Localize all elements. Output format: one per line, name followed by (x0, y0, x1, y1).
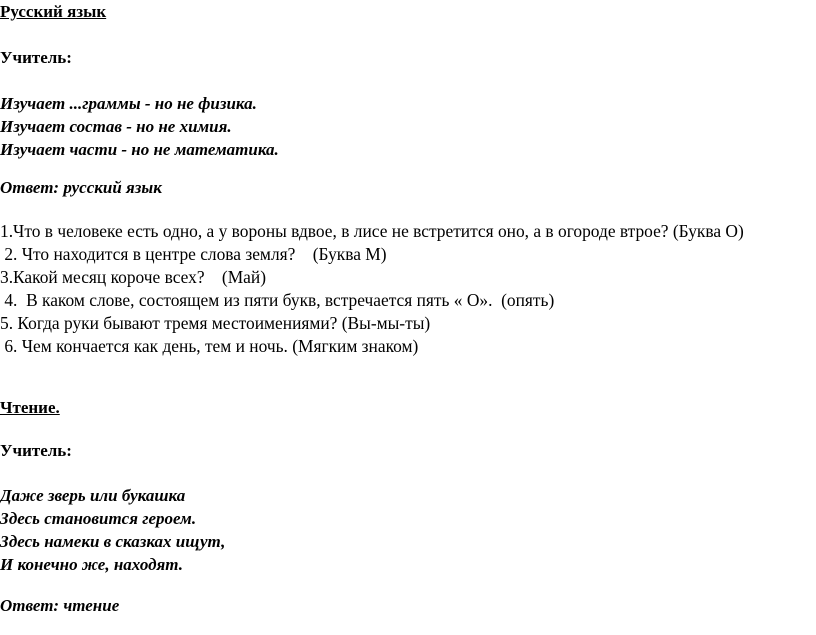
section-title-reading: Чтение. (0, 398, 60, 417)
poem-line-1: Даже зверь или букашка (0, 486, 186, 505)
teacher-label-russian: Учитель: (0, 48, 72, 67)
answer-reading: Ответ: чтение (0, 596, 120, 615)
riddle-line-1: Изучает ...граммы - но не физика. (0, 94, 257, 113)
question-3: 3.Какой месяц короче всех? (Май) (0, 267, 266, 287)
question-5: 5. Когда руки бывают тремя местоимениями? (Вы-мы-ты) (0, 313, 431, 333)
question-2: 2. Что находится в центре слова земля? (Буква М) (0, 244, 387, 264)
answer-russian: Ответ: русский язык (0, 178, 162, 197)
poem-line-3: Здесь намеки в сказках ищут, (0, 532, 226, 551)
riddle-line-2: Изучает состав - но не химия. (0, 117, 232, 136)
poem-line-4: И конечно же, находят. (0, 555, 183, 574)
section-title-russian: Русский язык (0, 2, 107, 21)
question-4: 4. В каком слове, состоящем из пяти букв, встречается пять « О». (опять) (0, 290, 555, 310)
poem-line-2: Здесь становится героем. (0, 509, 197, 528)
question-6: 6. Чем кончается как день, тем и ночь. (Мягким знаком) (0, 336, 419, 356)
teacher-label-reading: Учитель: (0, 441, 72, 460)
riddle-line-3: Изучает части - но не математика. (0, 140, 279, 159)
question-1: 1.Что в человеке есть одно, а у вороны вдвое, в лисе не встретится оно, а в огороде втрое? (Буква О) (0, 221, 744, 241)
